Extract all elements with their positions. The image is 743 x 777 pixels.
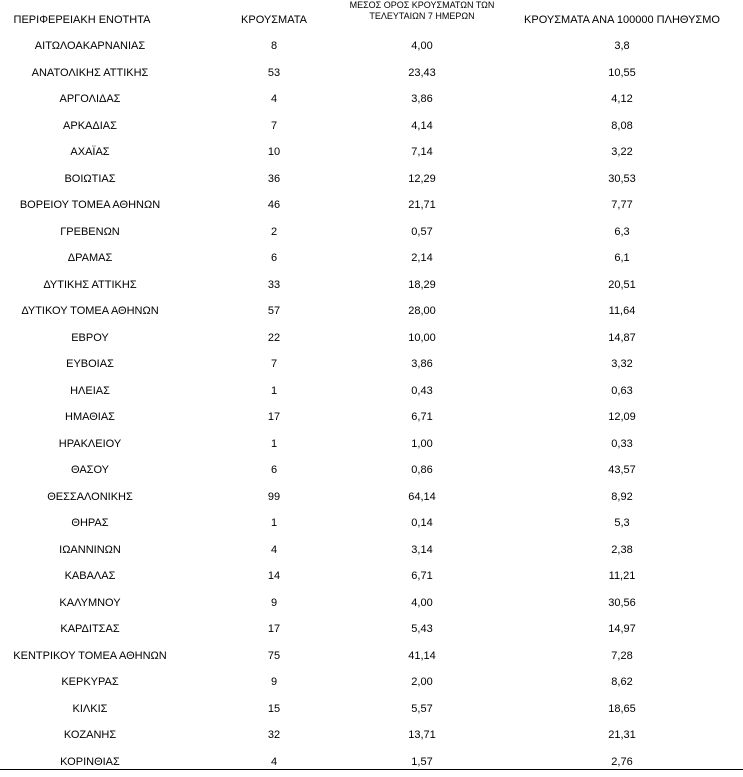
table-row: [0, 564, 743, 591]
cases-cell: 36: [267, 172, 281, 185]
avg7-cell: 1,00: [411, 437, 433, 450]
bottom-rule: [0, 769, 743, 770]
cases-cell: 6: [270, 464, 278, 476]
region-cell: ΗΛΕΙΑΣ: [70, 384, 110, 397]
avg7-cell: 4,00: [411, 40, 433, 52]
avg7-cell: 12,29: [408, 172, 436, 185]
header-avg7-line1: ΜΕΣΟΣ ΟΡΟΣ ΚΡΟΥΣΜΑΤΩΝ ΤΩΝ: [349, 0, 495, 10]
per100k-cell: 30,53: [608, 172, 636, 185]
table-header: [0, 0, 743, 36]
avg7-cell: 3,86: [411, 93, 433, 105]
table-row: [0, 87, 743, 114]
avg7-cell: 7,14: [411, 146, 433, 158]
per100k-cell: 3,8: [614, 40, 630, 52]
table-row: [0, 34, 743, 61]
cases-cell: 17: [267, 623, 281, 635]
region-cell: ΔΥΤΙΚΟΥ ΤΟΜΕΑ ΑΘΗΝΩΝ: [21, 305, 159, 317]
avg7-cell: 10,00: [408, 331, 436, 344]
cases-cell: 10: [267, 146, 281, 158]
avg7-cell: 0,43: [411, 384, 433, 397]
region-cell: ΘΕΣΣΑΛΟΝΙΚΗΣ: [47, 490, 133, 503]
cases-cell: 53: [267, 66, 281, 79]
avg7-cell: 4,00: [411, 596, 433, 609]
table-row: [0, 220, 743, 247]
cases-cell: 46: [267, 199, 281, 211]
region-cell: ΚΑΒΑΛΑΣ: [64, 570, 116, 582]
cases-cell: 57: [267, 305, 281, 317]
region-cell: ΙΩΑΝΝΙΝΩΝ: [59, 543, 121, 556]
region-cell: ΔΡΑΜΑΣ: [67, 252, 113, 264]
avg7-cell: 2,00: [411, 676, 433, 688]
cases-cell: 33: [267, 278, 281, 291]
region-cell: ΚΟΖΑΝΗΣ: [63, 729, 117, 741]
region-cell: ΚΕΝΤΡΙΚΟΥ ΤΟΜΕΑ ΑΘΗΝΩΝ: [13, 649, 167, 662]
avg7-cell: 3,14: [411, 543, 433, 556]
cases-cell: 1: [270, 437, 278, 450]
table-row: [0, 246, 743, 273]
table-row: [0, 299, 743, 326]
cases-cell: 4: [270, 755, 278, 768]
table-row: [0, 617, 743, 644]
region-cell: ΚΟΡΙΝΘΙΑΣ: [60, 755, 120, 768]
cases-cell: 7: [270, 119, 278, 132]
header-per100k: ΚΡΟΥΣΜΑΤΑ ΑΝΑ 100000 ΠΛΗΘΥΣΜΟ: [524, 14, 720, 26]
region-cell: ΑΧΑΪΑΣ: [70, 146, 110, 158]
region-cell: ΕΒΡΟΥ: [71, 331, 109, 344]
cases-cell: 22: [267, 331, 281, 344]
per100k-cell: 6,1: [614, 252, 630, 264]
avg7-cell: 2,14: [411, 252, 433, 264]
avg7-cell: 23,43: [408, 66, 436, 79]
per100k-cell: 8,92: [611, 490, 633, 503]
region-cell: ΑΙΤΩΛΟΑΚΑΡΝΑΝΙΑΣ: [34, 40, 146, 52]
region-cell: ΒΟΙΩΤΙΑΣ: [64, 172, 116, 185]
avg7-cell: 64,14: [408, 490, 436, 503]
region-cell: ΑΡΓΟΛΙΔΑΣ: [59, 93, 121, 105]
avg7-cell: 3,86: [411, 358, 433, 370]
cases-cell: 9: [270, 596, 278, 609]
region-cell: ΑΡΚΑΔΙΑΣ: [63, 119, 117, 132]
table-row: [0, 273, 743, 300]
region-cell: ΗΜΑΘΙΑΣ: [65, 411, 115, 423]
table-row: [0, 114, 743, 141]
avg7-cell: 6,71: [411, 570, 433, 582]
cases-cell: 4: [270, 543, 278, 556]
per100k-cell: 3,32: [611, 358, 633, 370]
region-cell: ΓΡΕΒΕΝΩΝ: [60, 225, 120, 238]
per100k-cell: 8,08: [611, 119, 633, 132]
avg7-cell: 6,71: [411, 411, 433, 423]
cases-cell: 32: [267, 729, 281, 741]
per100k-cell: 11,21: [608, 570, 636, 582]
per100k-cell: 7,77: [611, 199, 633, 211]
header-avg7: [342, 0, 502, 22]
per100k-cell: 6,3: [614, 225, 630, 238]
per100k-cell: 11,64: [608, 305, 636, 317]
region-cell: ΗΡΑΚΛΕΙΟΥ: [58, 437, 122, 450]
table-row: [0, 511, 743, 538]
table-row: [0, 723, 743, 750]
cases-cell: 6: [270, 252, 278, 264]
avg7-cell: 18,29: [408, 278, 436, 291]
per100k-cell: 21,31: [608, 729, 636, 741]
table-row: [0, 140, 743, 167]
region-cell: ΚΑΛΥΜΝΟΥ: [59, 596, 121, 609]
per100k-cell: 12,09: [608, 411, 636, 423]
cases-cell: 99: [267, 490, 281, 503]
avg7-cell: 13,71: [408, 729, 436, 741]
avg7-cell: 41,14: [408, 649, 436, 662]
table-row: [0, 61, 743, 88]
cases-cell: 8: [270, 40, 278, 52]
cases-cell: 1: [270, 517, 278, 529]
table-body: [0, 34, 743, 776]
region-cell: ΒΟΡΕΙΟΥ ΤΟΜΕΑ ΑΘΗΝΩΝ: [19, 199, 161, 211]
avg7-cell: 28,00: [408, 305, 436, 317]
avg7-cell: 0,86: [411, 464, 433, 476]
table-row: [0, 644, 743, 671]
per100k-cell: 4,12: [611, 93, 633, 105]
region-cell: ΘΑΣΟΥ: [70, 464, 110, 476]
table-row: [0, 458, 743, 485]
cases-cell: 17: [267, 411, 281, 423]
per100k-cell: 3,22: [611, 146, 633, 158]
table-row: [0, 326, 743, 353]
per100k-cell: 43,57: [608, 464, 636, 476]
cases-cell: 9: [270, 676, 278, 688]
cases-cell: 4: [270, 93, 278, 105]
avg7-cell: 4,14: [411, 119, 433, 132]
header-avg7-line2: ΤΕΛΕΥΤΑΙΩΝ 7 ΗΜΕΡΩΝ: [369, 11, 475, 21]
cases-cell: 75: [267, 649, 281, 662]
table-row: [0, 591, 743, 618]
table-row: [0, 432, 743, 459]
table-row: [0, 538, 743, 565]
table-row: [0, 405, 743, 432]
per100k-cell: 10,55: [608, 66, 636, 79]
cases-cell: 1: [270, 384, 278, 397]
region-cell: ΚΙΛΚΙΣ: [72, 702, 108, 715]
per100k-cell: 2,38: [611, 543, 633, 556]
table-row: [0, 750, 743, 777]
table-row: [0, 167, 743, 194]
cases-cell: 15: [267, 702, 281, 715]
per100k-cell: 18,65: [608, 702, 636, 715]
per100k-cell: 14,87: [608, 331, 636, 344]
per100k-cell: 5,3: [614, 517, 630, 529]
table-row: [0, 379, 743, 406]
table-row: [0, 485, 743, 512]
per100k-cell: 30,56: [608, 596, 636, 609]
table-row: [0, 193, 743, 220]
cases-cell: 14: [267, 570, 281, 582]
per100k-cell: 8,62: [611, 676, 633, 688]
region-cell: ΚΕΡΚΥΡΑΣ: [61, 676, 119, 688]
per100k-cell: 14,97: [608, 623, 636, 635]
header-cases: ΚΡΟΥΣΜΑΤΑ: [241, 14, 307, 26]
region-cell: ΘΗΡΑΣ: [71, 517, 109, 529]
per100k-cell: 0,63: [611, 384, 633, 397]
per100k-cell: 0,33: [611, 437, 633, 450]
cases-cell: 7: [270, 358, 278, 370]
per100k-cell: 2,76: [611, 755, 633, 768]
avg7-cell: 5,43: [411, 623, 433, 635]
region-cell: ΑΝΑΤΟΛΙΚΗΣ ΑΤΤΙΚΗΣ: [31, 66, 149, 79]
per100k-cell: 7,28: [611, 649, 633, 662]
per100k-cell: 20,51: [608, 278, 636, 291]
region-cell: ΔΥΤΙΚΗΣ ΑΤΤΙΚΗΣ: [43, 278, 137, 291]
table-row: [0, 697, 743, 724]
avg7-cell: 1,57: [411, 755, 433, 768]
avg7-cell: 0,57: [411, 225, 433, 238]
avg7-cell: 0,14: [411, 517, 433, 529]
avg7-cell: 5,57: [411, 702, 433, 715]
table-row: [0, 352, 743, 379]
header-region: ΠΕΡΙΦΕΡΕΙΑΚΗ ΕΝΟΤΗΤΑ: [13, 14, 151, 26]
table-row: [0, 670, 743, 697]
avg7-cell: 21,71: [408, 199, 436, 211]
cases-cell: 2: [270, 225, 278, 238]
region-cell: ΕΥΒΟΙΑΣ: [66, 358, 114, 370]
region-cell: ΚΑΡΔΙΤΣΑΣ: [60, 623, 120, 635]
